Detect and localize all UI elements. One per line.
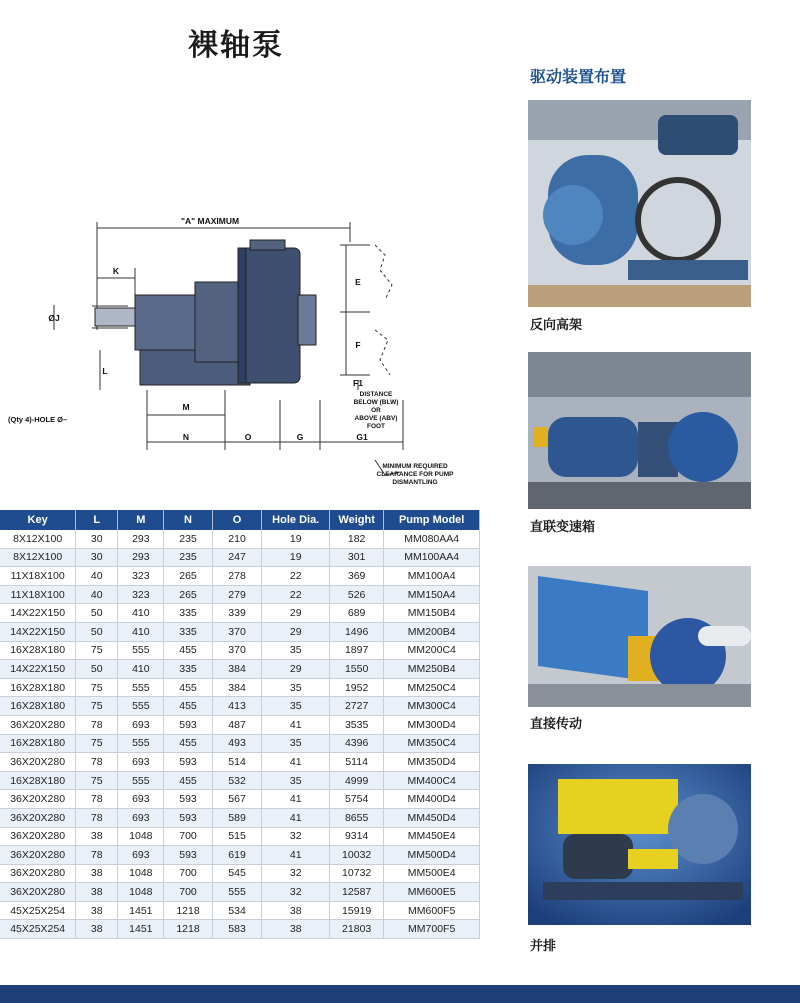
table-cell: MM200C4 — [384, 641, 480, 660]
col-weight: Weight — [329, 510, 383, 530]
table-cell: 14X22X150 — [0, 622, 76, 641]
table-cell: MM450D4 — [384, 808, 480, 827]
table-cell: 29 — [262, 622, 329, 641]
table-cell: 279 — [212, 585, 262, 604]
table-cell: 619 — [212, 846, 262, 865]
table-cell: 22 — [262, 567, 329, 586]
table-cell: 75 — [76, 697, 118, 716]
table-cell: 693 — [118, 715, 164, 734]
table-cell: 45X25X254 — [0, 920, 76, 939]
table-cell: 38 — [76, 864, 118, 883]
m-label: M — [182, 402, 190, 412]
table-cell: 455 — [164, 734, 212, 753]
table-cell: 8X12X100 — [0, 548, 76, 567]
table-cell: 75 — [76, 641, 118, 660]
table-cell: 38 — [76, 883, 118, 902]
table-cell: 40 — [76, 567, 118, 586]
table-cell: 235 — [164, 548, 212, 567]
table-cell: 11X18X100 — [0, 567, 76, 586]
photo-side-by-side — [528, 764, 751, 925]
table-row — [0, 641, 480, 660]
caption-side-by-side: 并排 — [530, 939, 557, 954]
table-cell: 293 — [118, 548, 164, 567]
table-cell: 16X28X180 — [0, 678, 76, 697]
table-row — [0, 734, 480, 753]
table-cell: 32 — [262, 883, 329, 902]
table-row — [0, 585, 480, 604]
table-cell: 41 — [262, 715, 329, 734]
table-cell: 21803 — [329, 920, 383, 939]
table-cell: 16X28X180 — [0, 771, 76, 790]
col-n: N — [164, 510, 212, 530]
table-cell: 323 — [118, 585, 164, 604]
table-cell: 29 — [262, 660, 329, 679]
table-cell: MM350C4 — [384, 734, 480, 753]
table-cell: 555 — [118, 697, 164, 716]
table-cell: 8655 — [329, 808, 383, 827]
table-cell: 38 — [76, 827, 118, 846]
table-cell: 555 — [118, 771, 164, 790]
table-cell: 555 — [212, 883, 262, 902]
photo-gearbox-drive — [528, 352, 751, 509]
table-cell: 370 — [212, 641, 262, 660]
table-cell: 410 — [118, 604, 164, 623]
table-cell: 32 — [262, 864, 329, 883]
table-cell: 50 — [76, 660, 118, 679]
table-cell: 41 — [262, 753, 329, 772]
table-cell: 45X25X254 — [0, 901, 76, 920]
distance-note-4: ABOVE (ABV) — [354, 415, 398, 422]
table-cell: 455 — [164, 678, 212, 697]
table-cell: 555 — [118, 641, 164, 660]
col-hole-dia: Hole Dia. — [262, 510, 329, 530]
table-cell: 1451 — [118, 920, 164, 939]
table-cell: MM500D4 — [384, 846, 480, 865]
table-cell: 10032 — [329, 846, 383, 865]
table-cell: 30 — [76, 548, 118, 567]
table-cell: 487 — [212, 715, 262, 734]
table-cell: 700 — [164, 883, 212, 902]
table-cell: 413 — [212, 697, 262, 716]
table-row — [0, 864, 480, 883]
table-cell: 41 — [262, 846, 329, 865]
table-cell: 38 — [262, 901, 329, 920]
table-cell: 384 — [212, 660, 262, 679]
table-cell: 1218 — [164, 901, 212, 920]
table-cell: MM400C4 — [384, 771, 480, 790]
table-cell: 335 — [164, 660, 212, 679]
table-cell: 11X18X100 — [0, 585, 76, 604]
table-cell: 384 — [212, 678, 262, 697]
distance-note-3: OR — [371, 407, 381, 414]
clearance-note-3: DISMANTLING — [392, 479, 438, 486]
table-cell: 36X20X280 — [0, 846, 76, 865]
table-cell: 14X22X150 — [0, 604, 76, 623]
table-header-row — [0, 510, 480, 530]
table-cell: 1952 — [329, 678, 383, 697]
table-cell: 78 — [76, 790, 118, 809]
table-cell: 301 — [329, 548, 383, 567]
table-cell: 555 — [118, 734, 164, 753]
table-cell: 32 — [262, 827, 329, 846]
table-cell: 693 — [118, 808, 164, 827]
table-row — [0, 715, 480, 734]
table-cell: 16X28X180 — [0, 734, 76, 753]
table-cell: MM200B4 — [384, 622, 480, 641]
table-row — [0, 660, 480, 679]
table-cell: 19 — [262, 548, 329, 567]
table-cell: 455 — [164, 697, 212, 716]
table-cell: 583 — [212, 920, 262, 939]
col-l: L — [76, 510, 118, 530]
table-cell: 265 — [164, 585, 212, 604]
table-cell: 3535 — [329, 715, 383, 734]
table-cell: 693 — [118, 753, 164, 772]
table-cell: MM100A4 — [384, 567, 480, 586]
table-cell: 593 — [164, 846, 212, 865]
table-cell: 78 — [76, 808, 118, 827]
table-cell: 78 — [76, 846, 118, 865]
table-cell: 455 — [164, 771, 212, 790]
table-cell: 36X20X280 — [0, 808, 76, 827]
table-cell: 182 — [329, 530, 383, 548]
table-cell: 36X20X280 — [0, 883, 76, 902]
table-cell: MM350D4 — [384, 753, 480, 772]
table-cell: MM400D4 — [384, 790, 480, 809]
table-cell: 339 — [212, 604, 262, 623]
distance-note-5: FOOT — [366, 423, 386, 430]
f-label: F — [355, 340, 361, 350]
a-maximum-label: "A" MAXIMUM — [180, 216, 240, 226]
table-row — [0, 883, 480, 902]
table-cell: 534 — [212, 901, 262, 920]
table-cell: 593 — [164, 753, 212, 772]
table-cell: 75 — [76, 678, 118, 697]
table-cell: 41 — [262, 808, 329, 827]
table-cell: 5114 — [329, 753, 383, 772]
table-row — [0, 548, 480, 567]
col-o: O — [212, 510, 262, 530]
table-row — [0, 678, 480, 697]
table-cell: 30 — [76, 530, 118, 548]
table-cell: MM100AA4 — [384, 548, 480, 567]
e-label: E — [355, 277, 361, 287]
table-cell: 36X20X280 — [0, 715, 76, 734]
o-label: O — [244, 432, 252, 442]
table-row — [0, 901, 480, 920]
table-row — [0, 771, 480, 790]
table-cell: 12587 — [329, 883, 383, 902]
table-cell: 514 — [212, 753, 262, 772]
table-cell: 38 — [262, 920, 329, 939]
table-cell: 1550 — [329, 660, 383, 679]
table-row — [0, 846, 480, 865]
table-cell: 1897 — [329, 641, 383, 660]
table-cell: 515 — [212, 827, 262, 846]
caption-direct: 直接传动 — [530, 717, 583, 732]
table-cell: 335 — [164, 604, 212, 623]
table-cell: 36X20X280 — [0, 864, 76, 883]
table-row — [0, 920, 480, 939]
table-cell: 589 — [212, 808, 262, 827]
table-cell: 526 — [329, 585, 383, 604]
table-cell: MM700F5 — [384, 920, 480, 939]
table-cell: MM500E4 — [384, 864, 480, 883]
table-cell: 5754 — [329, 790, 383, 809]
col-key: Key — [0, 510, 76, 530]
table-row — [0, 530, 480, 548]
table-cell: 555 — [118, 678, 164, 697]
table-cell: 700 — [164, 864, 212, 883]
table-cell: 1048 — [118, 827, 164, 846]
table-cell: 593 — [164, 715, 212, 734]
table-cell: 41 — [262, 790, 329, 809]
table-cell: 36X20X280 — [0, 753, 76, 772]
table-row — [0, 697, 480, 716]
table-cell: 455 — [164, 641, 212, 660]
table-cell: 78 — [76, 715, 118, 734]
caption-gearbox: 直联变速箱 — [530, 520, 596, 535]
pump-dimension-drawing — [8, 200, 510, 500]
table-cell: MM150B4 — [384, 604, 480, 623]
table-cell: 278 — [212, 567, 262, 586]
table-cell: 1218 — [164, 920, 212, 939]
table-cell: 4396 — [329, 734, 383, 753]
drive-arrangement-heading: 驱动装置布置 — [530, 67, 627, 86]
pump-spec-table — [0, 510, 480, 939]
table-cell: 293 — [118, 530, 164, 548]
table-cell: 75 — [76, 771, 118, 790]
table-cell: 36X20X280 — [0, 790, 76, 809]
table-cell: 40 — [76, 585, 118, 604]
table-cell: MM300D4 — [384, 715, 480, 734]
table-cell: 29 — [262, 604, 329, 623]
table-cell: 50 — [76, 622, 118, 641]
clearance-note-1: MINIMUM REQUIRED — [382, 463, 448, 470]
table-cell: 35 — [262, 734, 329, 753]
table-cell: 1048 — [118, 864, 164, 883]
table-cell: 1048 — [118, 883, 164, 902]
table-row — [0, 790, 480, 809]
table-cell: 693 — [118, 846, 164, 865]
table-row — [0, 808, 480, 827]
distance-note-2: BELOW (BLW) — [353, 399, 399, 406]
table-cell: 15919 — [329, 901, 383, 920]
table-cell: MM450E4 — [384, 827, 480, 846]
table-cell: 493 — [212, 734, 262, 753]
table-row — [0, 622, 480, 641]
table-cell: 532 — [212, 771, 262, 790]
table-row — [0, 753, 480, 772]
distance-note-1: DISTANCE — [359, 391, 393, 398]
photo-overhead-drive — [528, 100, 751, 307]
table-cell: 323 — [118, 567, 164, 586]
table-cell: 693 — [118, 790, 164, 809]
table-row — [0, 827, 480, 846]
table-row — [0, 604, 480, 623]
table-cell: 410 — [118, 660, 164, 679]
table-cell: 210 — [212, 530, 262, 548]
table-cell: 370 — [212, 622, 262, 641]
table-cell: 14X22X150 — [0, 660, 76, 679]
table-cell: 22 — [262, 585, 329, 604]
table-cell: 16X28X180 — [0, 697, 76, 716]
table-cell: 593 — [164, 790, 212, 809]
table-cell: 75 — [76, 734, 118, 753]
table-cell: 567 — [212, 790, 262, 809]
table-cell: MM600F5 — [384, 901, 480, 920]
f1-label: F1 — [353, 378, 363, 388]
n-label: N — [182, 432, 190, 442]
table-cell: 35 — [262, 641, 329, 660]
table-cell: 369 — [329, 567, 383, 586]
caption-overhead: 反向高架 — [530, 318, 583, 333]
l-label: L — [102, 366, 108, 376]
table-cell: 689 — [329, 604, 383, 623]
table-cell: 593 — [164, 808, 212, 827]
table-cell: 78 — [76, 753, 118, 772]
g1-label: G1 — [356, 432, 368, 442]
table-cell: 38 — [76, 920, 118, 939]
table-cell: MM250C4 — [384, 678, 480, 697]
col-pump-model: Pump Model — [384, 510, 480, 530]
table-cell: 700 — [164, 827, 212, 846]
table-cell: 335 — [164, 622, 212, 641]
table-cell: 410 — [118, 622, 164, 641]
table-cell: 16X28X180 — [0, 641, 76, 660]
table-cell: 1496 — [329, 622, 383, 641]
table-cell: 2727 — [329, 697, 383, 716]
k-label: K — [112, 266, 120, 276]
table-cell: 10732 — [329, 864, 383, 883]
table-cell: 265 — [164, 567, 212, 586]
hole-label: (Qty 4)-HOLE Ø– — [8, 415, 68, 424]
page-title: 裸轴泵 — [188, 28, 284, 63]
table-cell: MM600E5 — [384, 883, 480, 902]
table-cell: 545 — [212, 864, 262, 883]
footer-bar — [0, 985, 800, 1003]
table-cell: 4999 — [329, 771, 383, 790]
table-cell: 19 — [262, 530, 329, 548]
table-cell: 38 — [76, 901, 118, 920]
table-cell: MM080AA4 — [384, 530, 480, 548]
table-cell: 35 — [262, 697, 329, 716]
table-row — [0, 567, 480, 586]
j-label: ØJ — [48, 313, 60, 323]
table-cell: MM300C4 — [384, 697, 480, 716]
clearance-note-2: CLEARANCE FOR PUMP — [376, 471, 454, 478]
photo-direct-drive — [528, 566, 751, 707]
table-cell: 50 — [76, 604, 118, 623]
table-cell: 36X20X280 — [0, 827, 76, 846]
table-cell: 35 — [262, 678, 329, 697]
table-cell: 9314 — [329, 827, 383, 846]
table-cell: 35 — [262, 771, 329, 790]
table-cell: 247 — [212, 548, 262, 567]
table-cell: 235 — [164, 530, 212, 548]
table-cell: MM250B4 — [384, 660, 480, 679]
g-label: G — [296, 432, 304, 442]
table-cell: MM150A4 — [384, 585, 480, 604]
col-m: M — [118, 510, 164, 530]
table-cell: 8X12X100 — [0, 530, 76, 548]
table-cell: 1451 — [118, 901, 164, 920]
